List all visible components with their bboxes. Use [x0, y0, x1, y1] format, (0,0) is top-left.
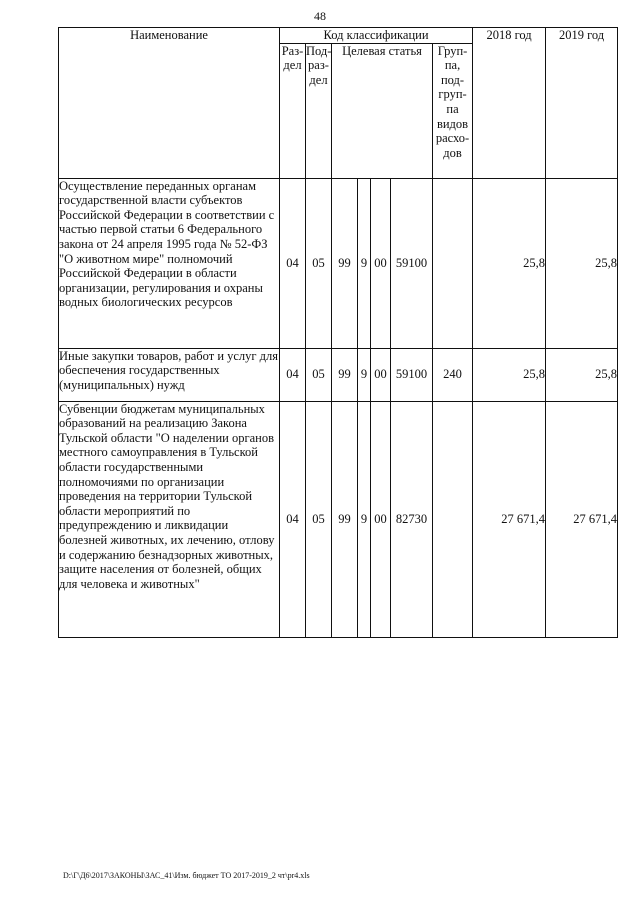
row-value-2018: 25,8 [473, 178, 546, 348]
row-target-1: 99 [332, 348, 358, 401]
row-target-1: 99 [332, 178, 358, 348]
row-podrazdel: 05 [306, 178, 332, 348]
row-target-3: 00 [371, 178, 391, 348]
row-target-1: 99 [332, 401, 358, 637]
row-target-3: 00 [371, 348, 391, 401]
header-year-2019: 2019 год [546, 28, 618, 179]
header-group: Груп-па, под-груп-па видов расхо-дов [433, 43, 473, 178]
table-row [59, 178, 618, 348]
row-group: 240 [433, 348, 473, 401]
budget-table [58, 27, 618, 638]
row-razdel: 04 [280, 348, 306, 401]
row-value-2019: 25,8 [546, 178, 618, 348]
header-year-2018: 2018 год [473, 28, 546, 179]
header-target: Целевая статья [332, 43, 433, 178]
header-classification: Код классификации [280, 28, 473, 44]
row-value-2018: 27 671,4 [473, 401, 546, 637]
table-row [59, 348, 618, 401]
row-podrazdel: 05 [306, 401, 332, 637]
file-path-footer: D:\Г\Д6\2017\ЗАКОНЫ\ЗАС_41\Изм. бюджет ТО 2017-2019_2 чт\pr4.xls [63, 871, 310, 880]
row-razdel: 04 [280, 178, 306, 348]
row-target-4: 59100 [391, 348, 433, 401]
row-target-4: 59100 [391, 178, 433, 348]
header-row-1 [59, 28, 618, 44]
row-target-3: 00 [371, 401, 391, 637]
header-razdel: Раз-дел [280, 43, 306, 178]
header-name: Наименование [59, 28, 280, 179]
row-value-2019: 27 671,4 [546, 401, 618, 637]
table-row [59, 401, 618, 637]
row-podrazdel: 05 [306, 348, 332, 401]
row-value-2018: 25,8 [473, 348, 546, 401]
row-target-2: 9 [358, 178, 371, 348]
row-target-2: 9 [358, 348, 371, 401]
row-group [433, 401, 473, 637]
row-name: Субвенции бюджетам муниципальных образований на реализацию Закона Тульской области "О наделении органов местного самоуправления в Тульской области государственными полномочиями по организации проведения на территории Тульской области мероприятий по предупреждению и ликвидации болезней животных, их лечению, отлову и содержанию безнадзорных животных, защите населения от болезней, общих для человека и животных" [59, 401, 280, 637]
row-target-2: 9 [358, 401, 371, 637]
page-number: 48 [314, 9, 326, 23]
row-target-4: 82730 [391, 401, 433, 637]
row-group [433, 178, 473, 348]
row-value-2019: 25,8 [546, 348, 618, 401]
row-name: Иные закупки товаров, работ и услуг для обеспечения государственных (муниципальных) нужд [59, 348, 280, 401]
row-razdel: 04 [280, 401, 306, 637]
row-name: Осуществление переданных органам государственной власти субъектов Российской Федерации в соответствии с частью первой статьи 6 Федерального закона от 24 апреля 1995 года № 52-ФЗ "О животном мире" полномочий Российской Федерации в области организации, регулирования и охраны водных биологических ресурсов [59, 178, 280, 348]
header-podrazdel: Под-раз-дел [306, 43, 332, 178]
